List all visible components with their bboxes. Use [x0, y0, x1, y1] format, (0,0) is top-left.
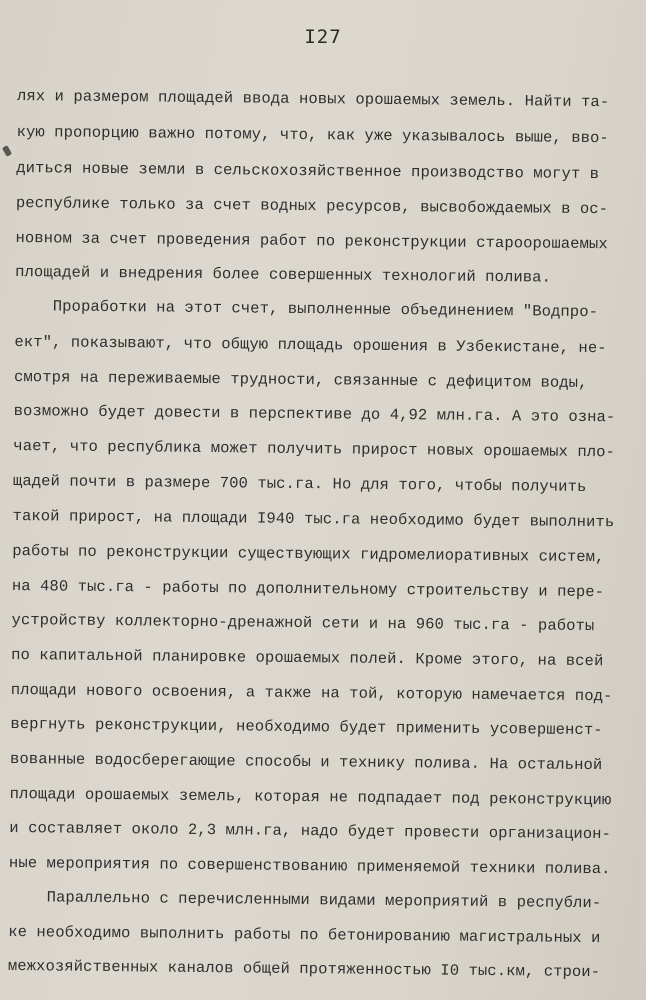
text-line: Проработки на этот счет, выполненные объединением "Водпро-: [52, 297, 599, 322]
text-line: площади нового освоения, а также на той, которую намечается под-: [10, 680, 613, 706]
text-line: Параллельно с перечисленными видами мероприятий в республи-: [46, 888, 602, 913]
text-line: чает, что республика может получить прирост новых орошаемых пло-: [13, 436, 616, 462]
text-line: республике только за счет водных ресурсов, высвобождаемых в ос-: [15, 193, 609, 219]
text-line: возможно будет довести в перспективе до 4,92 млн.га. А это озна-: [13, 401, 616, 427]
text-line: межхозяйственных каналов общей протяженностью I0 тыс.км, строи-: [7, 956, 601, 982]
text-line: площадей и внедрения более совершенных технологий полива.: [15, 262, 552, 287]
ink-mark: [2, 145, 12, 157]
text-line: по капитальной планировке орошаемых полей. Кроме этого, на всей: [11, 645, 604, 671]
text-line: ект", показывают, что общую площадь орошения в Узбекистане, не-: [14, 332, 607, 358]
page-number: I27: [304, 26, 342, 48]
text-line: на 480 тыс.га - работы по дополнительному строительству и пере-: [11, 576, 605, 602]
text-line: вованные водосберегающие способы и технику полива. На остальной: [9, 749, 603, 775]
text-line: устройству коллекторно-дренажной сети и на 960 тыс.га - работы: [11, 610, 595, 636]
text-line: смотря на переживаемые трудности, связанные с дефицитом воды,: [13, 367, 588, 392]
text-line: ке необходимо выполнить работы по бетонированию магистральных и: [8, 922, 601, 948]
text-line: щадей почти в размере 700 тыс.га. Но для того, чтобы получить: [12, 471, 587, 496]
text-line: работы по реконструкции существующих гидромелиоративных систем,: [12, 541, 605, 567]
text-line: новном за счет проведения работ по реконструкции староорошаемых: [15, 228, 608, 254]
text-line: площади орошаемых земель, которая не подпадает под реконструкцию: [9, 784, 612, 810]
text-line: и составляет около 2,3 млн.га, надо будет провести организацион-: [9, 818, 612, 844]
text-line: кую пропорцию важно потому, что, как уже указывалось выше, вво-: [16, 122, 609, 148]
text-line: вергнуть реконструкции, необходимо будет применить усовершенст-: [10, 714, 603, 740]
text-line: ные мероприятия по совершенствованию применяемой техники полива.: [8, 853, 611, 879]
text-line: ляx и размером площадей ввода новых орошаемых земель. Найти та-: [16, 86, 610, 112]
text-line: диться новые земли в сельскохозяйственное производство могут в: [16, 158, 600, 184]
text-line: такой прирост, на площади I940 тыс.га необходимо будет выполнить: [12, 506, 615, 532]
